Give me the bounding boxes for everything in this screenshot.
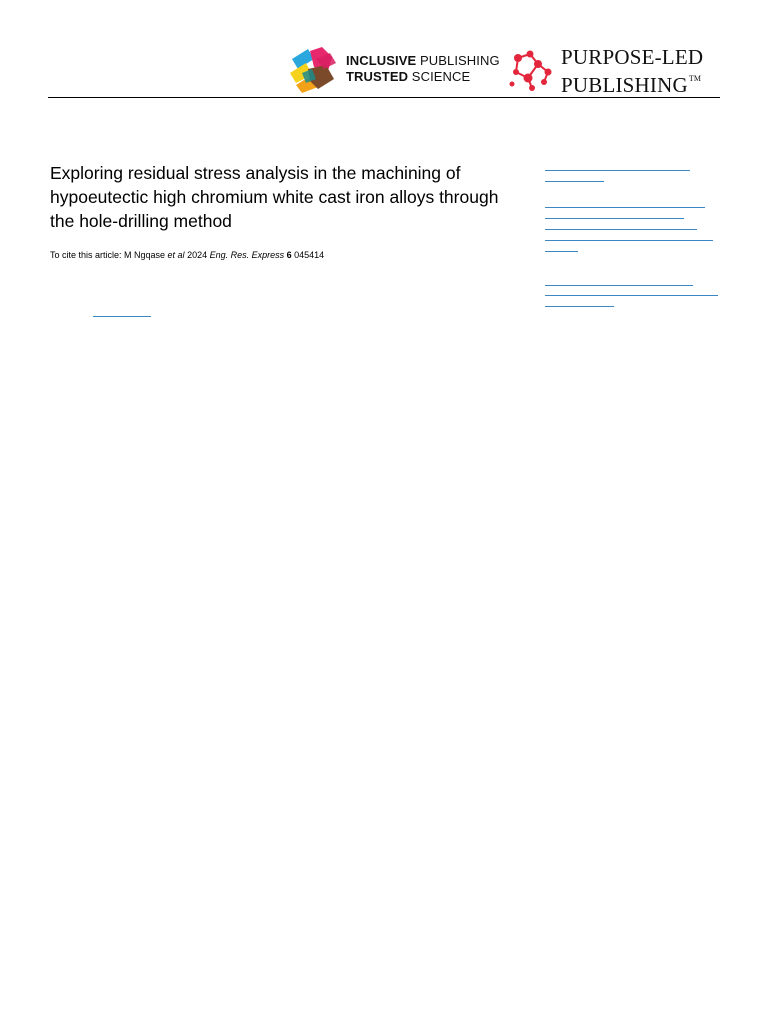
citation-line: [50, 249, 324, 261]
related-link-3-line-2: [545, 295, 718, 296]
plp-line1: PURPOSE-LED: [561, 45, 704, 69]
plp-line2: PUBLISHING: [561, 73, 688, 97]
inclusive-publishing-wordmark: [346, 53, 500, 85]
header-divider: [48, 97, 720, 98]
related-link-3[interactable]: [545, 285, 718, 307]
related-link-2-line-2: [545, 218, 684, 219]
ips-line2-bold: TRUSTED: [346, 69, 409, 84]
trademark-symbol: TM: [688, 74, 702, 83]
cite-prefix: To cite this article: M Ngqase: [50, 250, 168, 260]
related-link-2-line-5: [545, 251, 578, 252]
page-header: [0, 0, 768, 100]
related-link-2-line-1: [545, 207, 705, 208]
ips-line1-rest: PUBLISHING: [416, 53, 500, 68]
related-link-2-line-4: [545, 240, 713, 241]
related-link-3-line-3: [545, 306, 614, 307]
related-link-2-line-3: [545, 229, 697, 230]
purpose-led-wordmark: [561, 47, 703, 96]
cite-year: 2024: [184, 250, 210, 260]
view-article-link[interactable]: [93, 313, 151, 317]
inclusive-publishing-hands-icon: [288, 45, 340, 95]
cite-volume: 6: [286, 250, 292, 260]
related-link-1-line-2: [545, 181, 604, 182]
cite-journal: Eng. Res. Express: [209, 250, 285, 260]
article-title: Exploring residual stress analysis in the machining of hypoeutectic high chromium white cast iron alloys through the hole-drilling method: [50, 163, 499, 231]
ips-line1-bold: INCLUSIVE: [346, 53, 417, 68]
related-link-3-line-1: [545, 285, 693, 286]
cite-etal: et al: [167, 250, 185, 260]
related-link-2[interactable]: [545, 207, 713, 252]
purpose-led-molecule-icon: [508, 46, 554, 92]
related-link-1[interactable]: [545, 168, 690, 182]
ips-line2-rest: SCIENCE: [408, 69, 471, 84]
related-link-1-line-1: [545, 170, 690, 171]
cite-number: 045414: [291, 250, 325, 260]
